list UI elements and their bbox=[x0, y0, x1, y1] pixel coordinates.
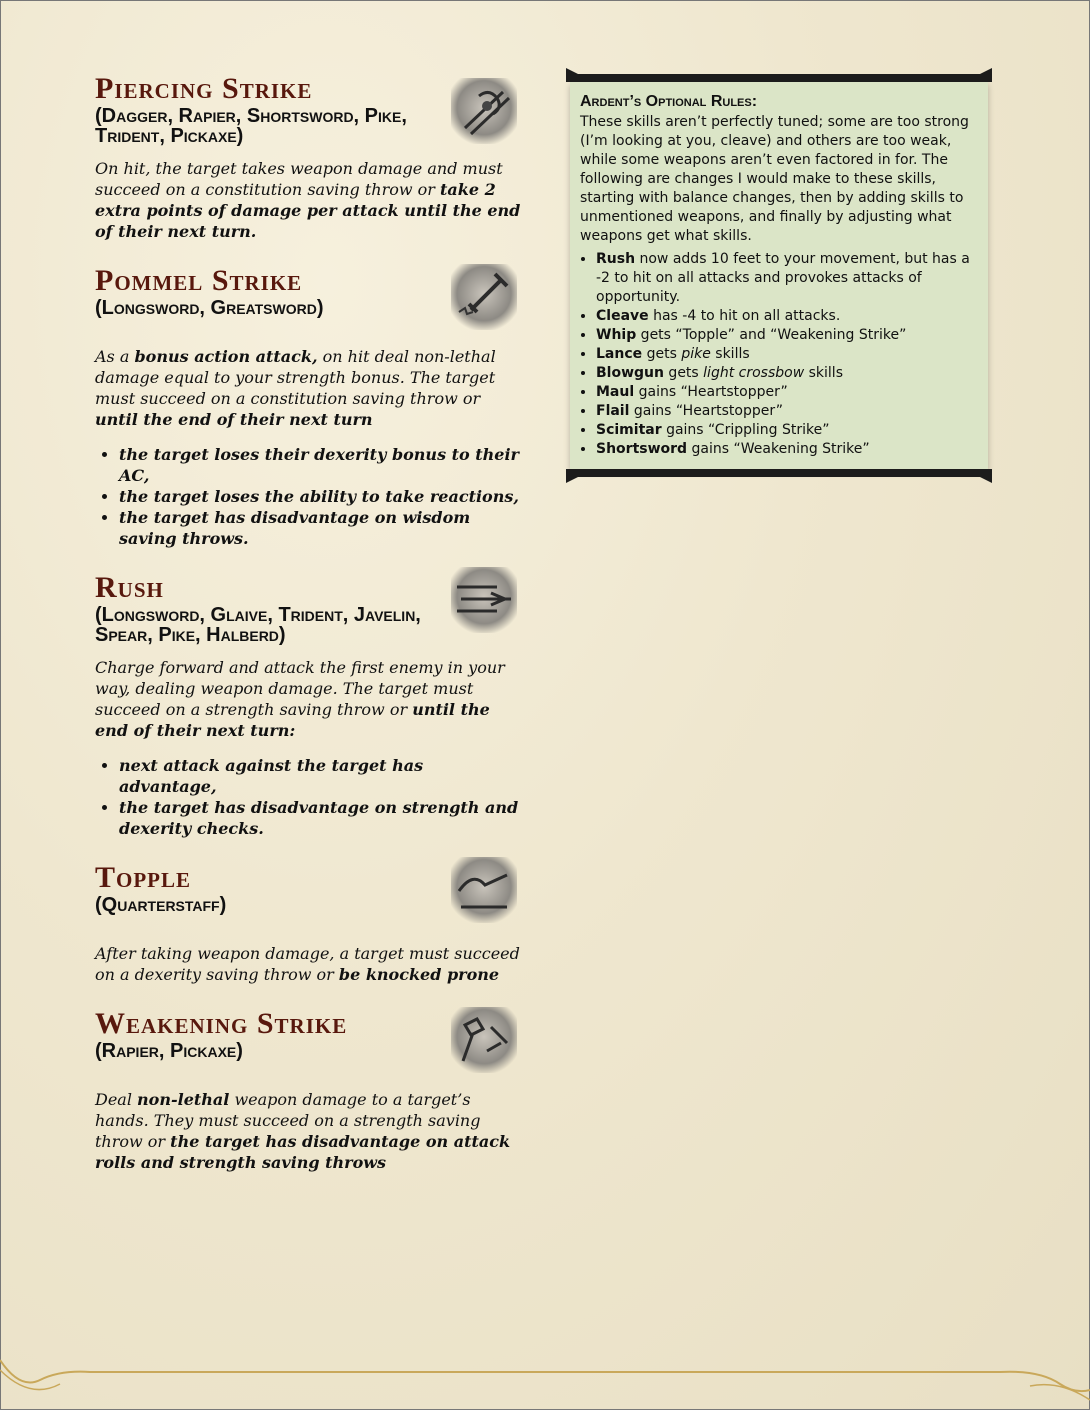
topple-icon bbox=[451, 857, 517, 923]
sidebar-intro: These skills aren’t perfectly tuned; some are too strong (I’m looking at you, cleave) and others are too weak, while some weapons aren’t even factored in for. The following are changes I would make to these skills, starting with balance changes, then by adding skills to unmentioned weapons, and finally by adjusting what weapons get what skills. bbox=[580, 114, 969, 244]
section-description: After taking weapon damage, a target must succeed on a dexerity saving throw or be knocked prone bbox=[95, 944, 520, 984]
sidebar-body bbox=[570, 82, 988, 469]
section-piercing-strike bbox=[95, 72, 525, 242]
list-item: • Whip gets “Topple” and “Weakening Strike” bbox=[596, 326, 978, 345]
section-title: Pommel Strike bbox=[95, 264, 303, 297]
sidebar-bottom-bar bbox=[566, 469, 992, 477]
list-item: • the target loses the ability to take reactions, bbox=[119, 486, 525, 507]
sidebar-list bbox=[580, 250, 978, 459]
effects-list bbox=[95, 755, 525, 839]
optional-rules-sidebar bbox=[566, 74, 992, 477]
sidebar-title: Ardent’s Optional Rules: bbox=[580, 93, 758, 110]
list-item: • next attack against the target has advantage, bbox=[119, 755, 525, 797]
list-item: • Lance gets pike skills bbox=[596, 345, 978, 364]
list-item: • the target has disadvantage on wisdom saving throws. bbox=[119, 507, 525, 549]
piercing-strike-icon bbox=[451, 78, 517, 144]
list-item: • Scimitar gains “Crippling Strike” bbox=[596, 421, 978, 440]
section-title: Topple bbox=[95, 861, 192, 894]
left-column bbox=[95, 72, 525, 1195]
section-weapons: (Dagger, Rapier, Shortsword, Pike, Trident, Pickaxe) bbox=[95, 105, 407, 147]
list-item: • Shortsword gains “Weakening Strike” bbox=[596, 440, 978, 459]
list-item: • Rush now adds 10 feet to your movement, but has a -2 to hit on all attacks and provokes attacks of opportunity. bbox=[596, 250, 978, 307]
section-rush bbox=[95, 571, 525, 839]
footer-ornament bbox=[0, 1350, 1090, 1410]
section-description: Charge forward and attack the first enemy in your way, dealing weapon damage. The target must succeed on a strength saving throw or until the end of their next turn: bbox=[95, 658, 505, 740]
section-weapons: (Quarterstaff) bbox=[95, 894, 227, 916]
section-weapons: (Longsword, Greatsword) bbox=[95, 297, 324, 319]
effects-list bbox=[95, 444, 525, 549]
pommel-strike-icon bbox=[451, 264, 517, 330]
section-topple bbox=[95, 861, 525, 985]
list-item: • Cleave has -4 to hit on all attacks. bbox=[596, 307, 978, 326]
section-title: Piercing Strike bbox=[95, 72, 313, 105]
section-title: Weakening Strike bbox=[95, 1007, 348, 1040]
list-item: • the target loses their dexerity bonus to their AC, bbox=[119, 444, 525, 486]
section-header bbox=[95, 1007, 525, 1077]
section-weapons: (Rapier, Pickaxe) bbox=[95, 1040, 243, 1062]
list-item: • the target has disadvantage on strength and dexerity checks. bbox=[119, 797, 525, 839]
section-title: Rush bbox=[95, 571, 164, 604]
section-header bbox=[95, 861, 525, 931]
section-header bbox=[95, 264, 525, 334]
section-header bbox=[95, 571, 525, 645]
sidebar-top-bar bbox=[566, 74, 992, 82]
section-description: On hit, the target takes weapon damage and must succeed on a constitution saving throw or take 2 extra points of damage per attack until the end of their next turn. bbox=[95, 159, 521, 241]
section-description: Deal non-lethal weapon damage to a target’s hands. They must succeed on a strength saving throw or the target has disadvantage on attack rolls and strength saving throws bbox=[95, 1090, 511, 1172]
weakening-strike-icon bbox=[451, 1007, 517, 1073]
list-item: • Blowgun gets light crossbow skills bbox=[596, 364, 978, 383]
section-weakening-strike bbox=[95, 1007, 525, 1173]
section-description: As a bonus action attack, on hit deal non-lethal damage equal to your strength bonus. The target must succeed on a constitution saving throw or until the end of their next turn bbox=[95, 347, 496, 429]
section-header bbox=[95, 72, 525, 146]
section-weapons: (Longsword, Glaive, Trident, Javelin, Spear, Pike, Halberd) bbox=[95, 604, 421, 646]
list-item: • Flail gains “Heartstopper” bbox=[596, 402, 978, 421]
list-item: • Maul gains “Heartstopper” bbox=[596, 383, 978, 402]
rush-icon bbox=[451, 567, 517, 633]
section-pommel-strike bbox=[95, 264, 525, 549]
